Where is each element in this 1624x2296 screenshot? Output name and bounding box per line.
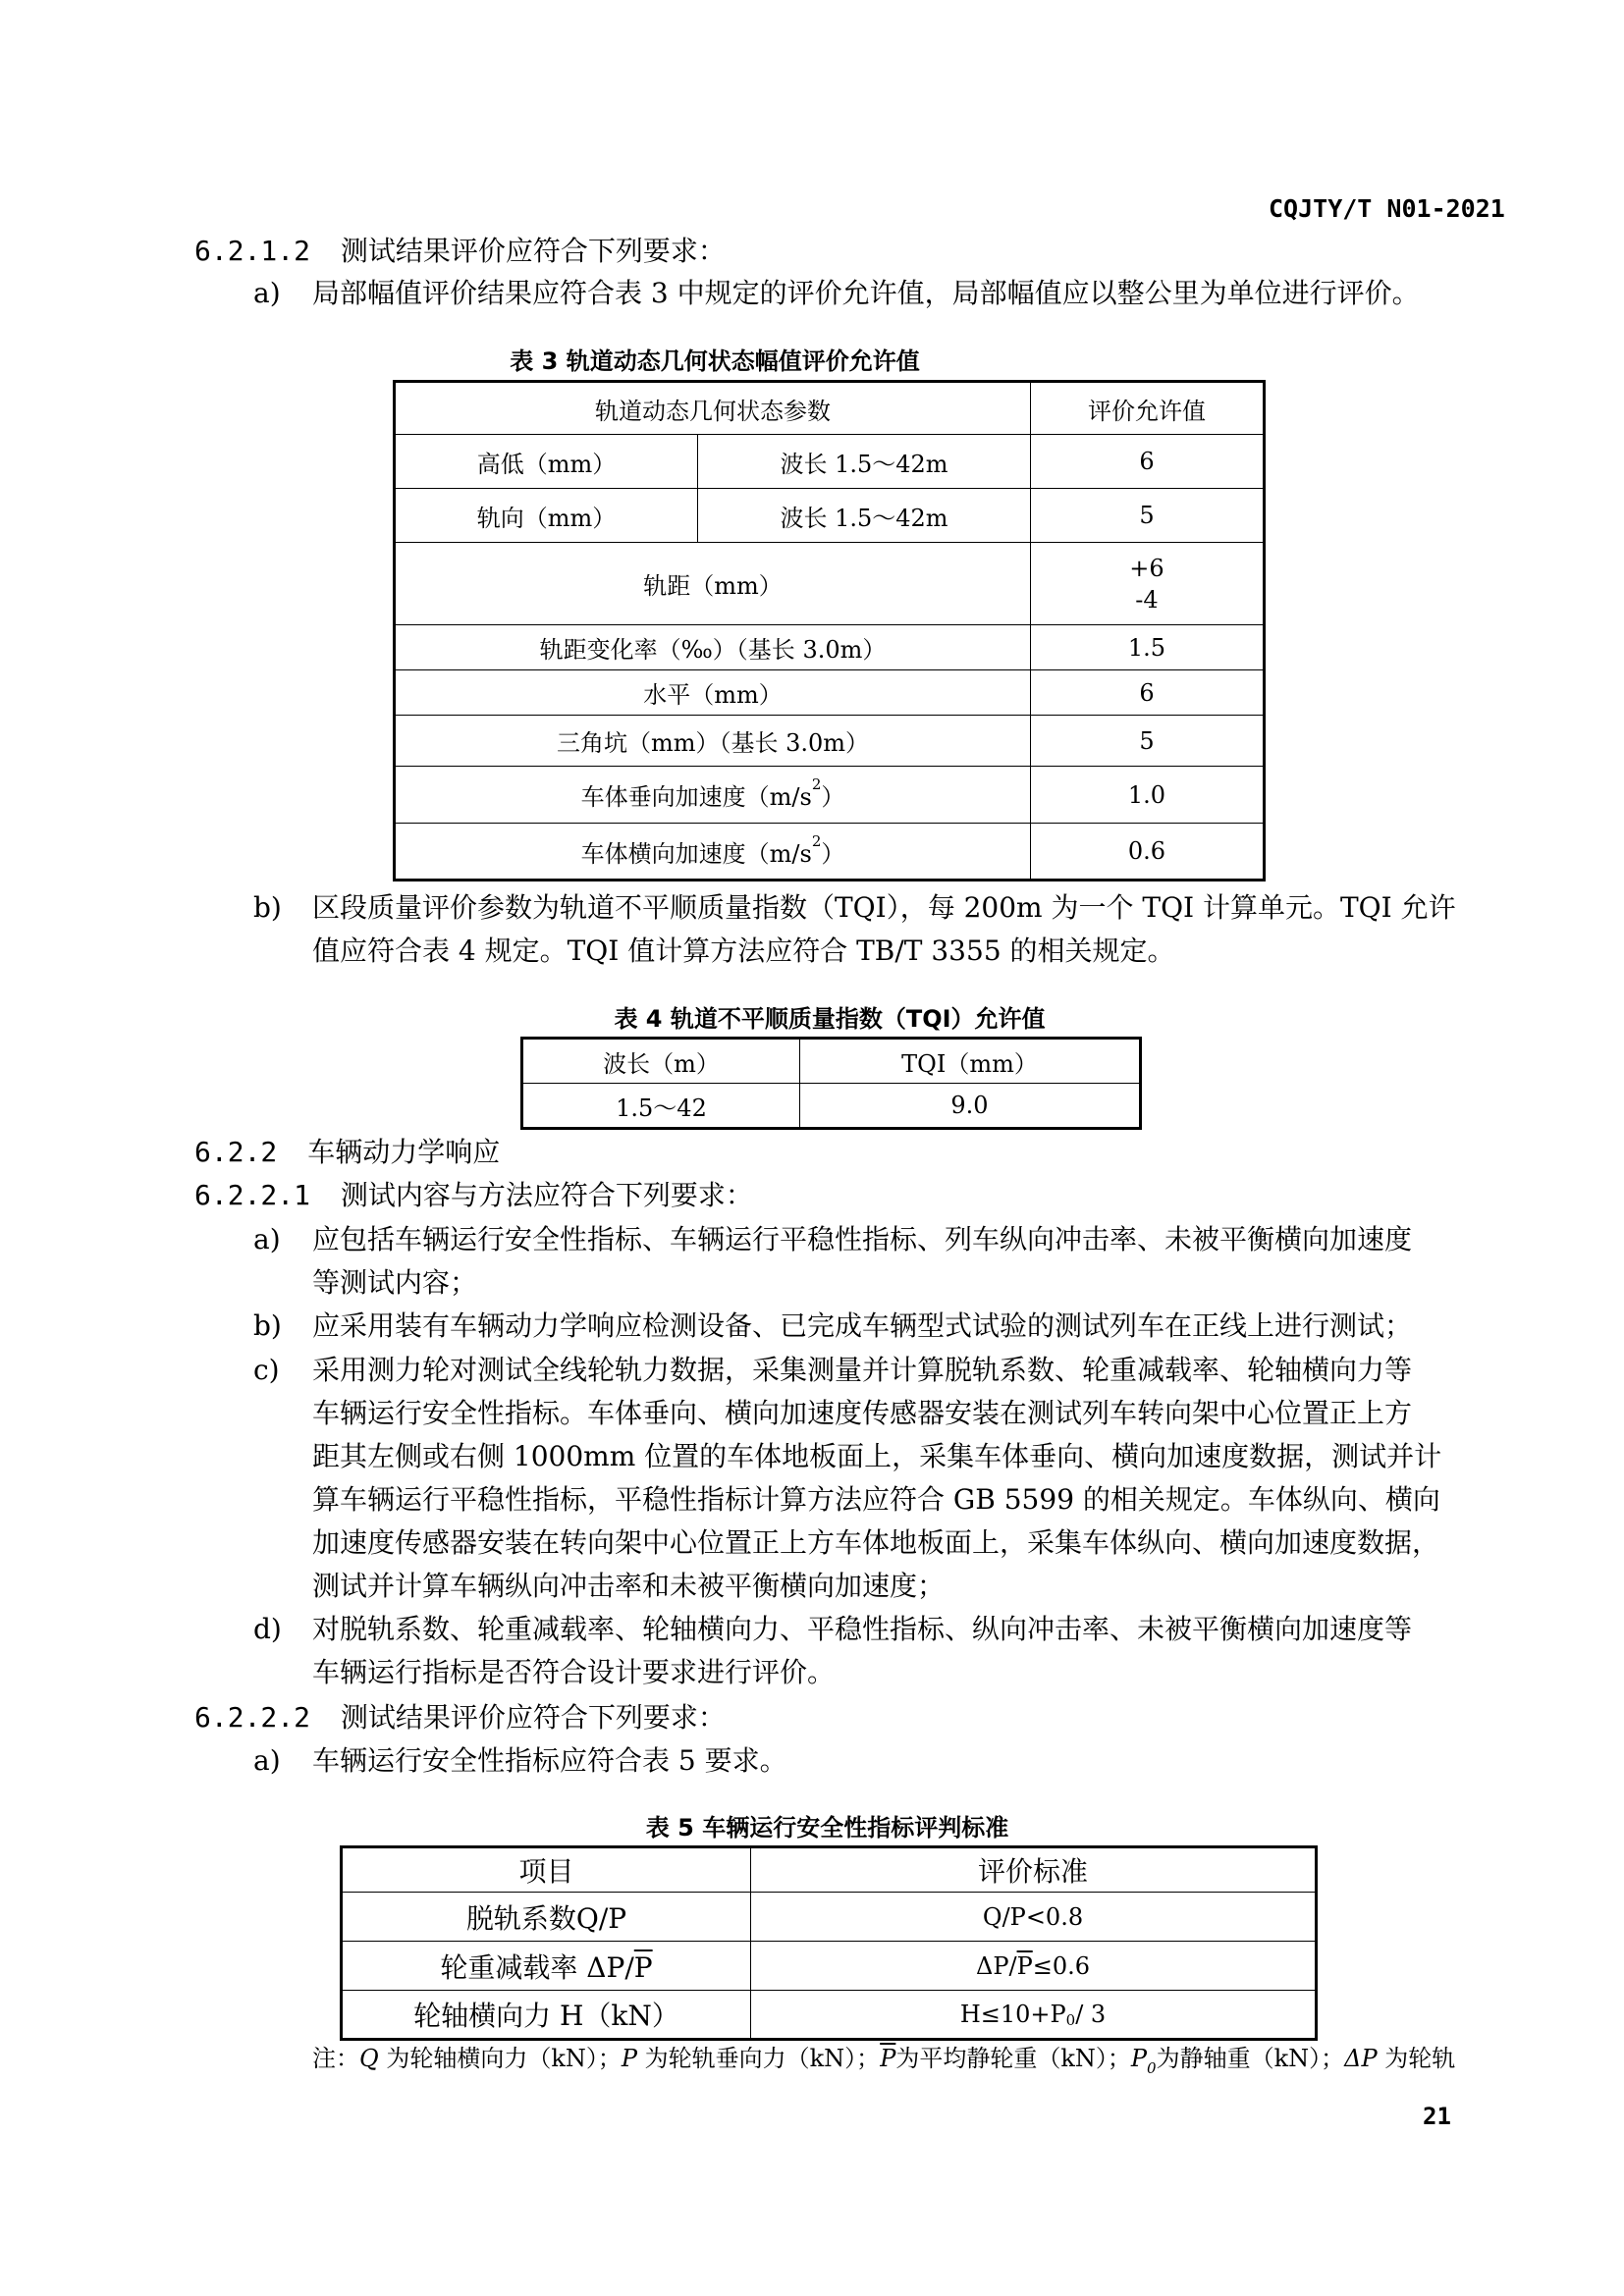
note-symbol: Q	[359, 2045, 379, 2072]
table5	[340, 1845, 1318, 2041]
clause-number: 6.2.2.2	[194, 1701, 311, 1734]
table3-row	[395, 489, 1265, 543]
table3-value-plus: +6	[1129, 554, 1164, 582]
table5-cell-item: 脱轨系数Q/P	[342, 1893, 751, 1942]
table3-row	[395, 716, 1265, 767]
table3-cell-name: 轨距（mm）	[395, 543, 1031, 625]
item-b-label: b)	[253, 891, 282, 924]
clause-number: 6.2.2.1	[194, 1179, 311, 1211]
note-symbol: $\overline{P}$	[880, 2045, 896, 2072]
table5-header-row	[342, 1847, 1317, 1893]
item-c-line: 加速度传感器安装在转向架中心位置正上方车体地板面上，采集车体纵向、横向加速度数据，	[312, 1526, 1440, 1559]
note-symbol: ΔP	[1344, 2045, 1378, 2072]
table3-cell-name	[395, 767, 1031, 824]
table3-row	[395, 670, 1265, 716]
table5-header-item: 项目	[342, 1847, 751, 1893]
table5-caption: 表 5 车辆运行安全性指标评判标准	[645, 1814, 1009, 1842]
item-part: 轮重减载率 ΔP/	[440, 1950, 634, 1984]
table4-caption: 表 4 轨道不平顺质量指数（TQI）允许值	[614, 1005, 1046, 1033]
table3-cell-value: 6	[1031, 435, 1265, 489]
std-part: H≤10+P	[959, 2001, 1066, 2028]
table3-cell-value: 5	[1031, 489, 1265, 543]
note-text: 为平均静轮重（kN）；	[895, 2045, 1131, 2072]
item-b-line: 应采用装有车辆动力学响应检测设备、已完成车辆型式试验的测试列车在正线上进行测试；	[312, 1309, 1413, 1342]
note-text: 为静轴重（kN）；	[1156, 2045, 1345, 2072]
name-part: ）	[821, 839, 845, 868]
std-part: ΔP/	[975, 1951, 1017, 1980]
document-code: CQJTY/T N01-2021	[1269, 194, 1505, 223]
subscript: 0	[1065, 2011, 1076, 2029]
table3-header-value: 评价允许值	[1031, 382, 1265, 435]
item-a-line: 应包括车辆运行安全性指标、车辆运行平稳性指标、列车纵向冲击率、未被平衡横向加速度	[312, 1223, 1413, 1255]
std-part: ≤0.6	[1032, 1951, 1090, 1980]
note-symbol: P	[1130, 2045, 1148, 2072]
note-subscript: 0	[1147, 2059, 1157, 2077]
note-text: 为轮轴横向力（kN）；	[378, 2045, 622, 2072]
table3-row	[395, 625, 1265, 670]
item-c-line: 车辆运行安全性指标。车体垂向、横向加速度传感器安装在测试列车转向架中心位置正上方	[312, 1397, 1413, 1429]
item-a-text: 车辆运行安全性指标应符合表 5 要求。	[312, 1744, 787, 1777]
item-b-label: b)	[253, 1309, 282, 1342]
superscript: 2	[811, 831, 822, 850]
clause-text: 测试内容与方法应符合下列要求：	[340, 1179, 753, 1211]
note-text: 为轮轨	[1377, 2045, 1456, 2072]
table3-header-row	[395, 382, 1265, 435]
clause-6-2-2-2	[194, 1698, 726, 1737]
table5-header-std: 评价标准	[751, 1847, 1317, 1893]
table5-cell-item	[342, 1942, 751, 1991]
clause-number: 6.2.1.2	[194, 235, 311, 267]
table3-cell-value: 0.6	[1031, 824, 1265, 881]
name-part: ）	[821, 783, 845, 811]
table3-row	[395, 767, 1265, 824]
std-part: / 3	[1075, 2001, 1107, 2028]
item-a-label: a)	[253, 1223, 281, 1255]
item-a-text: 局部幅值评价结果应符合表 3 中规定的评价允许值，局部幅值应以整公里为单位进行评价。	[312, 277, 1420, 309]
table3-cell-name	[395, 824, 1031, 881]
clause-text: 车辆动力学响应	[307, 1136, 501, 1168]
name-part: 车体垂向加速度（m/s	[580, 783, 812, 811]
table3-row	[395, 435, 1265, 489]
item-b-line: 区段质量评价参数为轨道不平顺质量指数（TQI），每 200m 为一个 TQI 计算单元。TQI 允许	[312, 891, 1456, 924]
table5-note	[312, 2041, 1455, 2076]
table5-row	[342, 1893, 1317, 1942]
table3-caption: 表 3 轨道动态几何状态幅值评价允许值	[510, 347, 920, 375]
clause-text: 测试结果评价应符合下列要求：	[340, 1701, 726, 1734]
item-d-line: 车辆运行指标是否符合设计要求进行评价。	[312, 1656, 836, 1688]
table4-header-row	[522, 1039, 1141, 1084]
table3-row	[395, 543, 1265, 625]
table5-cell-std	[751, 1991, 1317, 2040]
table5-cell-item: 轮轴横向力 H（kN）	[342, 1991, 751, 2040]
table5-row	[342, 1991, 1317, 2040]
item-c-line: 算车辆运行平稳性指标，平稳性指标计算方法应符合 GB 5599 的相关规定。车体纵向、横向	[312, 1483, 1440, 1516]
note-text: 为轮轨垂向力（kN）；	[637, 2045, 881, 2072]
table3-cell-name: 轨距变化率（‰）（基长 3.0m）	[395, 625, 1031, 670]
table3-cell-name: 轨向（mm）	[395, 489, 698, 543]
clause-text: 测试结果评价应符合下列要求：	[340, 235, 726, 267]
clause-6-2-1-2	[194, 232, 726, 271]
table3-cell-value	[1031, 543, 1265, 625]
clause-6-2-2-1	[194, 1176, 753, 1215]
note-prefix: 注：	[312, 2045, 359, 2072]
item-c-line: 测试并计算车辆纵向冲击率和未被平衡横向加速度；	[312, 1570, 946, 1602]
name-part: 车体横向加速度（m/s	[580, 839, 812, 868]
table4-cell-tqi: 9.0	[800, 1084, 1141, 1129]
table4	[520, 1037, 1142, 1130]
table3-cell-name: 水平（mm）	[395, 670, 1031, 716]
item-c-label: c)	[253, 1354, 280, 1386]
clause-6-2-2	[194, 1133, 500, 1172]
table3-cell-value: 1.0	[1031, 767, 1265, 824]
table5-row	[342, 1942, 1317, 1991]
table4-header-wave: 波长（m）	[522, 1039, 800, 1084]
item-a-label: a)	[253, 277, 281, 309]
table4-row	[522, 1084, 1141, 1129]
item-a-line: 等测试内容；	[312, 1266, 478, 1299]
table3	[393, 380, 1266, 881]
p-bar: $\overline{P}$	[1016, 1951, 1033, 1980]
table5-cell-std: Q/P<0.8	[751, 1893, 1317, 1942]
table3-cell-value: 5	[1031, 716, 1265, 767]
table3-row	[395, 824, 1265, 881]
table3-cell-value: 6	[1031, 670, 1265, 716]
item-d-label: d)	[253, 1613, 282, 1645]
table3-cell-sub: 波长 1.5～42m	[698, 435, 1031, 489]
table5-cell-std	[751, 1942, 1317, 1991]
table3-cell-sub: 波长 1.5～42m	[698, 489, 1031, 543]
superscript: 2	[811, 775, 822, 793]
table3-header-param: 轨道动态几何状态参数	[395, 382, 1031, 435]
clause-number: 6.2.2	[194, 1136, 278, 1168]
table4-header-tqi: TQI（mm）	[800, 1039, 1141, 1084]
item-d-line: 对脱轨系数、轮重减载率、轮轴横向力、平稳性指标、纵向冲击率、未被平衡横向加速度等	[312, 1613, 1413, 1645]
item-b-line: 值应符合表 4 规定。TQI 值计算方法应符合 TB/T 3355 的相关规定。	[312, 934, 1175, 967]
table3-cell-name: 三角坑（mm）（基长 3.0m）	[395, 716, 1031, 767]
item-c-line: 距其左侧或右侧 1000mm 位置的车体地板面上，采集车体垂向、横向加速度数据，测试并计	[312, 1440, 1442, 1472]
table3-cell-value: 1.5	[1031, 625, 1265, 670]
table3-value-minus: -4	[1135, 585, 1159, 614]
table4-cell-wave: 1.5～42	[522, 1084, 800, 1129]
item-c-line: 采用测力轮对测试全线轮轨力数据，采集测量并计算脱轨系数、轮重减载率、轮轴横向力等	[312, 1354, 1413, 1386]
page-number: 21	[1423, 2103, 1451, 2130]
table3-cell-name: 高低（mm）	[395, 435, 698, 489]
p-bar: $\overline{P}$	[633, 1950, 653, 1984]
note-symbol: P	[621, 2045, 638, 2072]
item-a-label: a)	[253, 1744, 281, 1777]
